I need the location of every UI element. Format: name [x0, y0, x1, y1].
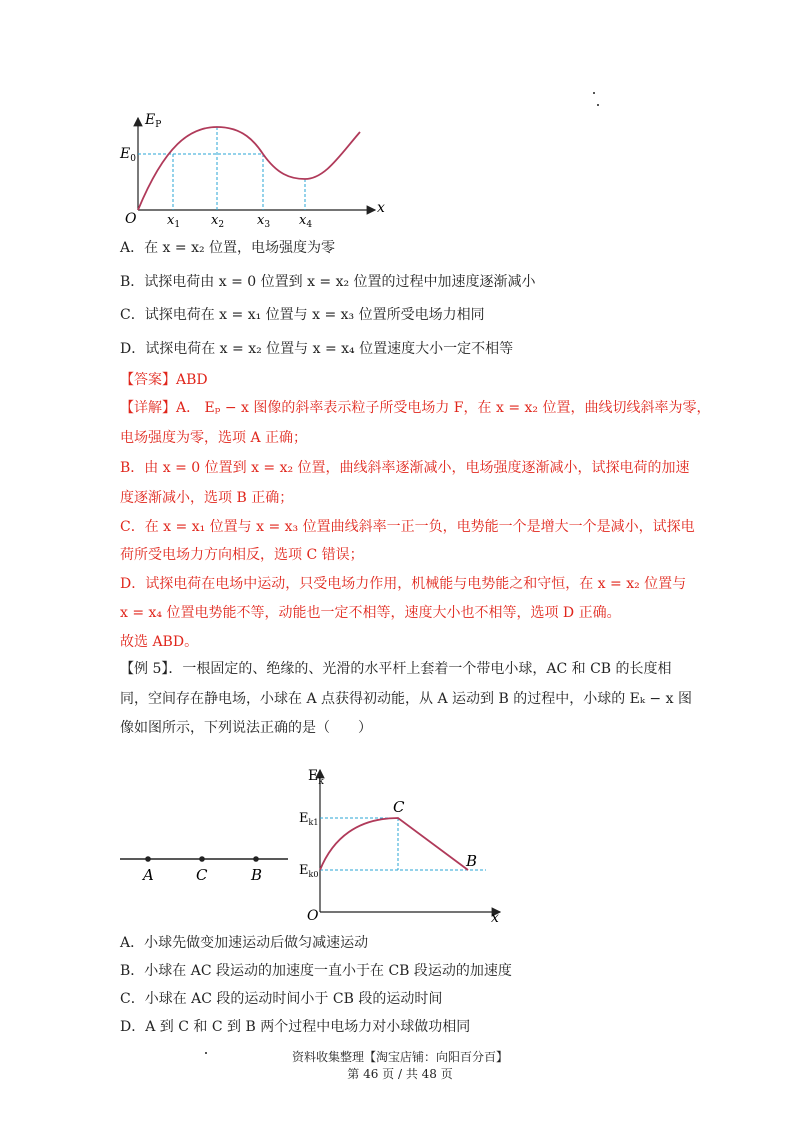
- footer-source: 资料收集整理【淘宝店铺：向阳百分百】: [291, 1050, 508, 1064]
- point-c: [199, 856, 205, 862]
- explanation-line-6: 荷所受电场力方向相反，选项 C 错误；: [120, 547, 364, 563]
- explanation-line-5: C．在 x = x₁ 位置与 x = x₃ 位置曲线斜率一正一负，电势能一个是增大一个是减小，试探电: [120, 519, 695, 535]
- c-point-label: C: [393, 798, 405, 816]
- option-b: B．小球在 AC 段运动的加速度一直小于在 CB 段运动的加速度: [120, 963, 512, 979]
- x4-tick-label: $x_4$: [299, 213, 313, 230]
- point-a: [145, 856, 151, 862]
- ek-axis-label: $E_k$: [308, 768, 324, 787]
- x-axis-label: x: [377, 200, 385, 216]
- origin-label: O: [307, 908, 319, 924]
- ek0-label: $E_{k0}$: [299, 863, 319, 879]
- explanation-line-4: 度逐渐减小，选项 B 正确；: [120, 490, 294, 506]
- e0-label: $E_0$: [120, 146, 136, 164]
- ep-x-graph: [115, 110, 395, 230]
- stray-dot: [597, 104, 599, 106]
- b-point-label: B: [466, 852, 478, 870]
- example5-line-1: 【例 5】．一根固定的、绝缘的、光滑的水平杆上套着一个带电小球，AC 和 CB 的长度相: [120, 661, 672, 677]
- explanation-line-8: x = x₄ 位置电势能不等，动能也一定不相等，速度大小也不相等，选项 D 正确。: [120, 605, 621, 621]
- x2-tick-label: $x_2$: [211, 213, 225, 230]
- option-b: B．试探电荷由 x = 0 位置到 x = x₂ 位置的过程中加速度逐渐减小: [120, 274, 536, 290]
- point-c-label: C: [196, 866, 208, 884]
- footer-page-number: 第 46 页 / 共 48 页: [347, 1067, 453, 1081]
- ep-curve: [138, 127, 360, 210]
- ep-axis-label: $E_P$: [145, 112, 162, 130]
- point-b: [253, 856, 259, 862]
- option-c: C．试探电荷在 x = x₁ 位置与 x = x₃ 位置所受电场力相同: [120, 307, 485, 323]
- rod-diagram: [118, 845, 293, 885]
- option-a: A．小球先做变加速运动后做匀减速运动: [120, 935, 369, 951]
- explanation-line-2: 电场强度为零，选项 A 正确；: [120, 430, 308, 446]
- ek-curve: [320, 818, 468, 870]
- x1-tick-label: $x_1$: [167, 213, 181, 230]
- x3-tick-label: $x_3$: [257, 213, 271, 230]
- point-b-label: B: [251, 866, 263, 884]
- ek1-label: $E_{k1}$: [299, 811, 319, 827]
- explanation-line-7: D．试探电荷在电场中运动，只受电场力作用，机械能与电势能之和守恒，在 x = x₂ 位置与: [120, 576, 687, 592]
- option-d: D．试探电荷在 x = x₂ 位置与 x = x₄ 位置速度大小一定不相等: [120, 341, 514, 357]
- stray-dot: [593, 92, 595, 94]
- x-axis-label: x: [491, 910, 499, 925]
- example5-line-2: 同，空间存在静电场，小球在 A 点获得初动能，从 A 运动到 B 的过程中，小球的 Eₖ − x 图: [120, 691, 692, 707]
- option-a: A．在 x = x₂ 位置，电场强度为零: [120, 240, 336, 256]
- option-d: D．A 到 C 和 C 到 B 两个过程中电场力对小球做功相同: [120, 1019, 471, 1035]
- conclusion: 故选 ABD。: [120, 634, 199, 650]
- point-a-label: A: [143, 866, 154, 884]
- origin-label: O: [125, 211, 137, 227]
- answer: 【答案】ABD: [120, 372, 208, 388]
- example5-line-3: 像如图所示，下列说法正确的是（ ）: [120, 720, 372, 736]
- ek-x-graph: [298, 760, 508, 925]
- option-c: C．小球在 AC 段的运动时间小于 CB 段的运动时间: [120, 991, 443, 1007]
- explanation-line-3: B．由 x = 0 位置到 x = x₂ 位置，曲线斜率逐渐减小，电场强度逐渐减小，试探电荷的加速: [120, 460, 690, 476]
- explanation-line-1: 【详解】A． Eₚ − x 图像的斜率表示粒子所受电场力 F，在 x = x₂ 位置，曲线切线斜率为零，: [120, 400, 711, 416]
